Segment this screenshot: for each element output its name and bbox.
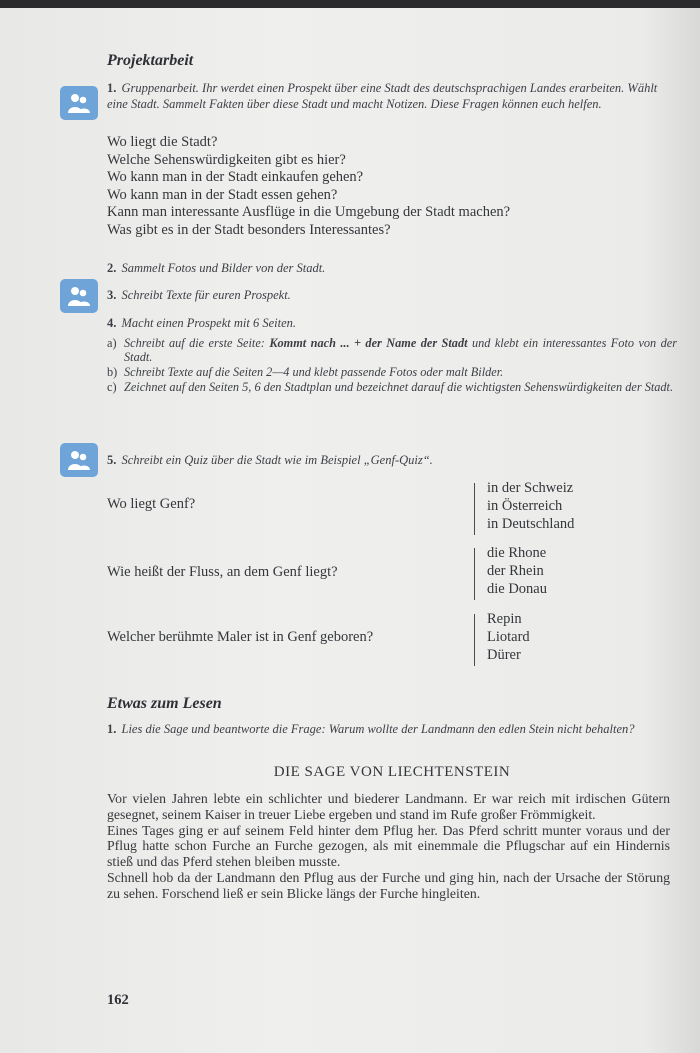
quiz-option: die Donau <box>487 581 547 597</box>
question-list <box>107 134 677 239</box>
subitem-b <box>107 365 677 379</box>
group-work-icon <box>60 86 98 120</box>
task-4-subitems <box>107 336 677 395</box>
heading-projektarbeit: Projektarbeit <box>107 52 194 69</box>
top-edge <box>0 0 700 8</box>
quiz-bracket <box>474 548 475 600</box>
task-1-number: 1. <box>107 81 117 95</box>
quiz-option: Dürer <box>487 647 521 663</box>
task-3 <box>107 287 677 303</box>
task-4-text: Macht einen Prospekt mit 6 Seiten. <box>121 316 296 330</box>
quiz-bracket <box>474 483 475 535</box>
task-1 <box>107 80 677 112</box>
subitem-text-end: und klebt ein interessantes Foto von der Stadt. <box>124 336 678 364</box>
question-item: Wo liegt die Stadt? <box>107 134 218 150</box>
subitem-text: Zeichnet auf den Seiten 5, 6 den Stadtplan und bezeichnet darauf die wichtigsten Sehenswürdigkeiten der Stadt. <box>124 380 674 394</box>
story-text <box>107 791 670 902</box>
quiz-question-2: Wie heißt der Fluss, an dem Genf liegt? <box>107 564 338 580</box>
page-number: 162 <box>107 992 129 1008</box>
reading-task-number: 1. <box>107 722 117 736</box>
story-title: DIE SAGE VON LIECHTENSTEIN <box>273 764 511 780</box>
question-item: Wo kann man in der Stadt essen gehen? <box>107 186 338 203</box>
reading-task-1 <box>107 721 677 737</box>
people-icon <box>66 447 92 473</box>
task-4-number: 4. <box>107 316 117 330</box>
quiz-options-1 <box>487 479 574 533</box>
quiz-options-3 <box>487 610 530 664</box>
quiz-option: Repin <box>487 611 522 627</box>
quiz-option: in der Schweiz <box>487 480 574 496</box>
quiz-question-3: Welcher berühmte Maler ist in Genf geboren? <box>107 629 374 645</box>
question-item: Was gibt es in der Stadt besonders Interessantes? <box>107 221 391 238</box>
pair-work-icon <box>60 279 98 313</box>
quiz-option: Liotard <box>487 629 530 645</box>
subitem-text: Schreibt auf die erste Seite: <box>124 336 265 350</box>
task-3-text: Schreibt Texte für euren Prospekt. <box>121 288 291 302</box>
group-work-icon-2 <box>60 443 98 477</box>
quiz-options-2 <box>487 544 547 598</box>
task-4 <box>107 315 677 331</box>
story-paragraph: Eines Tages ging er auf seinem Feld hinter dem Pflug her. Das Pferd schritt munter voraus und der Pflug hatte schon Furche an Furche gezogen, als mit einemmale die Pflugschar auf ein Hindernis stieß und das Pferd stehen bleiben musste. <box>107 822 670 870</box>
question-item: Kann man interessante Ausflüge in die Umgebung der Stadt machen? <box>107 204 511 220</box>
subitem-label: c) <box>107 380 117 394</box>
task-5-number: 5. <box>107 453 117 467</box>
reading-task-text: Lies die Sage und beantworte die Frage: Warum wollte der Landmann den edlen Stein nicht behalten? <box>121 722 635 736</box>
quiz-bracket <box>474 614 475 666</box>
subitem-bold: Kommt nach ... + der Name der Stadt <box>269 336 468 350</box>
task-5-text: Schreibt ein Quiz über die Stadt wie im Beispiel „Genf-Quiz“. <box>121 453 433 467</box>
story-paragraph: Schnell hob da der Landmann den Pflug aus der Furche und ging hin, nach der Ursache der Störung zu sehen. Forschend ließ er sein Blicke längs der Furche hingleiten. <box>107 869 670 901</box>
subitem-c <box>107 380 677 394</box>
question-item: Wo kann man in der Stadt einkaufen gehen? <box>107 169 364 185</box>
quiz-option: in Österreich <box>487 498 563 514</box>
quiz-option: die Rhone <box>487 545 547 561</box>
task-5 <box>107 452 677 468</box>
task-3-number: 3. <box>107 288 117 302</box>
people-icon <box>66 90 92 116</box>
people-icon <box>66 283 92 309</box>
question-item: Welche Sehenswürdigkeiten gibt es hier? <box>107 151 346 168</box>
task-2-number: 2. <box>107 261 117 275</box>
subitem-a <box>107 336 677 364</box>
quiz-option: in Deutschland <box>487 516 575 532</box>
task-2 <box>107 260 677 276</box>
story-paragraph: Vor vielen Jahren lebte ein schlichter und biederer Landmann. Er war reich mit irdischen Gütern gesegnet, seinem Kaiser in treuer Liebe ergeben und stand im Rufe großer Frömmigkeit. <box>107 791 670 822</box>
quiz-option: der Rhein <box>487 563 544 579</box>
quiz-question-1: Wo liegt Genf? <box>107 496 196 512</box>
subitem-label: b) <box>107 365 118 379</box>
subitem-text: Schreibt Texte auf die Seiten 2—4 und klebt passende Fotos oder malt Bilder. <box>124 365 504 379</box>
heading-etwas-zum-lesen: Etwas zum Lesen <box>107 695 222 712</box>
task-2-text: Sammelt Fotos und Bilder von der Stadt. <box>121 261 326 275</box>
subitem-label: a) <box>107 336 117 350</box>
task-1-text: Gruppenarbeit. Ihr werdet einen Prospekt über eine Stadt des deutschsprachigen Landes erarbeiten. Wählt eine Stadt. Sammelt Fakten über diese Stadt und macht Notizen. Diese Fragen können euch helfen. <box>107 81 658 111</box>
